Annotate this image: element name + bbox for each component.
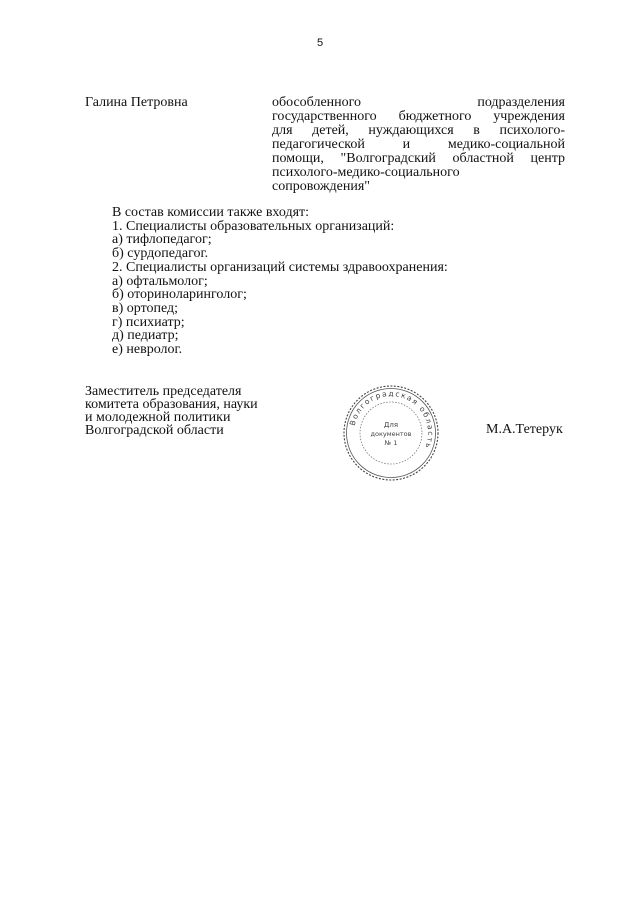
role-line: сопровождения": [272, 179, 371, 194]
title-line: и молодежной политики: [85, 410, 231, 425]
title-line: Заместитель председателя: [85, 384, 242, 399]
person-role: [272, 96, 565, 194]
list-item: б) сурдопедагог.: [112, 246, 209, 262]
commission-members: [112, 206, 448, 357]
stamp-center-line: № 1: [384, 439, 398, 447]
list-item: б) оториноларинголог;: [112, 287, 247, 303]
list-item: г) психиатр;: [112, 314, 185, 330]
title-line: Волгоградской области: [85, 423, 224, 438]
list-item: а) тифлопедагог;: [112, 232, 212, 248]
role-line: государственного бюджетного учреждения: [272, 109, 565, 124]
role-line: психолого-медико-социального: [272, 165, 460, 180]
page-number: 5: [316, 37, 324, 49]
list-item: е) невролог.: [112, 342, 183, 358]
list-item: а) офтальмолог;: [112, 273, 208, 289]
list-item: д) педиатр;: [112, 328, 179, 344]
role-line: обособленного подразделения: [272, 95, 565, 110]
stamp-ring-text: Волгоградская область: [347, 388, 436, 451]
title-line: комитета образования, науки: [85, 397, 258, 412]
role-line: педагогической и медико-социальной: [272, 137, 565, 152]
person-name: Галина Петровна: [85, 95, 188, 110]
section-heading: 1. Специалисты образовательных организаций:: [112, 218, 395, 234]
signatory-name: М.А.Тетерук: [486, 422, 563, 437]
stamp-center-line: документов: [370, 430, 412, 438]
signatory-title: [85, 385, 258, 437]
list-item: в) ортопед;: [112, 300, 179, 316]
role-line: помощи, "Волгоградский областной центр: [272, 151, 565, 166]
members-intro: В состав комиссии также входят:: [112, 205, 310, 220]
role-line: для детей, нуждающихся в психолого-: [272, 123, 565, 138]
official-stamp: [341, 383, 441, 483]
stamp-seal-icon: [341, 383, 441, 483]
stamp-center-line: Для: [383, 421, 399, 429]
section-heading: 2. Специалисты организаций системы здравоохранения:: [112, 259, 448, 275]
